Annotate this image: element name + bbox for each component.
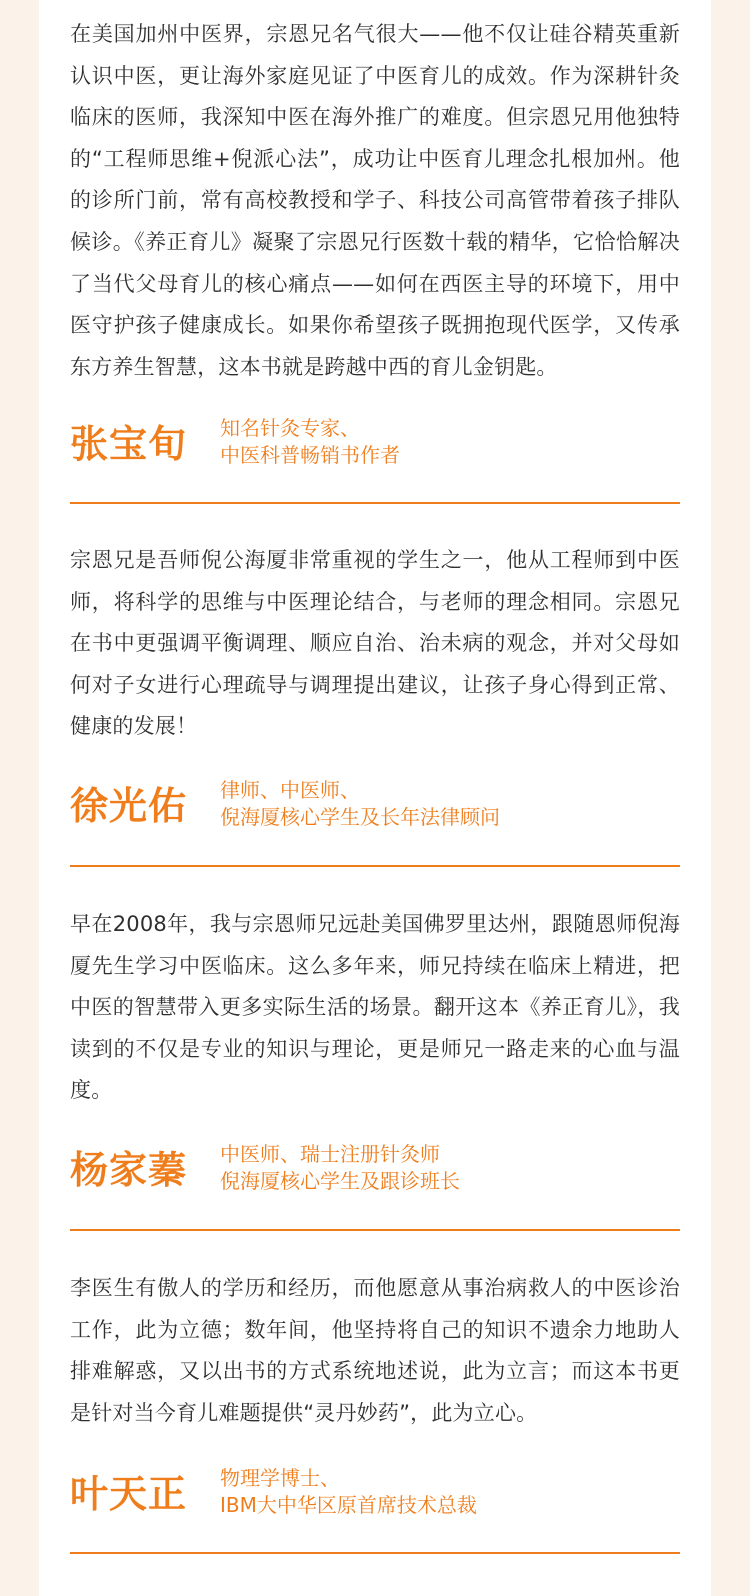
endorser-name: 杨家蓁 xyxy=(70,1148,188,1192)
section-divider xyxy=(70,1229,680,1231)
endorsement-signature xyxy=(70,780,680,850)
section-divider xyxy=(70,865,680,867)
endorsement-block xyxy=(70,540,680,829)
endorser-name: 叶天正 xyxy=(70,1472,188,1516)
endorser-title-line: 倪海厦核心学生及长年法律顾问 xyxy=(220,805,500,829)
section-divider xyxy=(70,502,680,504)
endorser-title-line: 倪海厦核心学生及跟诊班长 xyxy=(220,1169,460,1193)
endorser-title xyxy=(220,1465,477,1519)
endorser-title-line: 物理学博士、 xyxy=(220,1466,340,1490)
endorser-title-line: 律师、中医师、 xyxy=(220,778,360,802)
endorser-name: 徐光佑 xyxy=(70,784,188,828)
endorsement-signature xyxy=(70,418,680,488)
endorsement-block xyxy=(70,1268,680,1517)
endorser-title-line: 中医师、瑞士注册针灸师 xyxy=(220,1142,440,1166)
endorsement-signature xyxy=(70,1144,680,1214)
endorsement-text: 宗恩兄是吾师倪公海厦非常重视的学生之一，他从工程师到中医师，将科学的思维与中医理论结合，与老师的理念相同。宗恩兄在书中更强调平衡调理、顺应自治、治未病的观念，并对父母如何对子女进行心理疏导与调理提出建议，让孩子身心得到正常、健康的发展！ xyxy=(70,548,680,739)
endorsement-block xyxy=(70,904,680,1193)
endorser-title-line: 中医科普畅销书作者 xyxy=(220,443,400,467)
endorser-title-line: 知名针灸专家、 xyxy=(220,416,360,440)
endorser-title-line: IBM大中华区原首席技术总裁 xyxy=(220,1493,477,1517)
endorsement-text: 李医生有傲人的学历和经历，而他愿意从事治病救人的中医诊治工作，此为立德；数年间，他坚持将自己的知识不遗余力地助人排难解惑，又以出书的方式系统地述说，此为立言；而这本书更是针对当今育儿难题提供“灵丹妙药”，此为立心。 xyxy=(70,1276,680,1425)
endorser-title xyxy=(220,415,400,469)
endorser-name: 张宝旬 xyxy=(70,422,188,466)
endorsement-block xyxy=(70,14,680,467)
endorser-title xyxy=(220,777,500,831)
section-divider xyxy=(70,1552,680,1554)
endorser-title xyxy=(220,1141,460,1195)
endorsement-signature xyxy=(70,1468,680,1538)
endorsement-text: 早在2008年，我与宗恩师兄远赴美国佛罗里达州，跟随恩师倪海厦先生学习中医临床。这么多年来，师兄持续在临床上精进，把中医的智慧带入更多实际生活的场景。翻开这本《养正育儿》，我读到的不仅是专业的知识与理论，更是师兄一路走来的心血与温度。 xyxy=(70,912,680,1103)
endorsement-text: 在美国加州中医界，宗恩兄名气很大——他不仅让硅谷精英重新认识中医，更让海外家庭见证了中医育儿的成效。作为深耕针灸临床的医师，我深知中医在海外推广的难度。但宗恩兄用他独特的“工程师思维+倪派心法”，成功让中医育儿理念扎根加州。他的诊所门前，常有高校教授和学子、科技公司高管带着孩子排队候诊。《养正育儿》凝聚了宗恩兄行医数十载的精华，它恰恰解决了当代父母育儿的核心痛点——如何在西医主导的环境下，用中医守护孩子健康成长。如果你希望孩子既拥抱现代医学，又传承东方养生智慧，这本书就是跨越中西的育儿金钥匙。 xyxy=(70,22,680,379)
